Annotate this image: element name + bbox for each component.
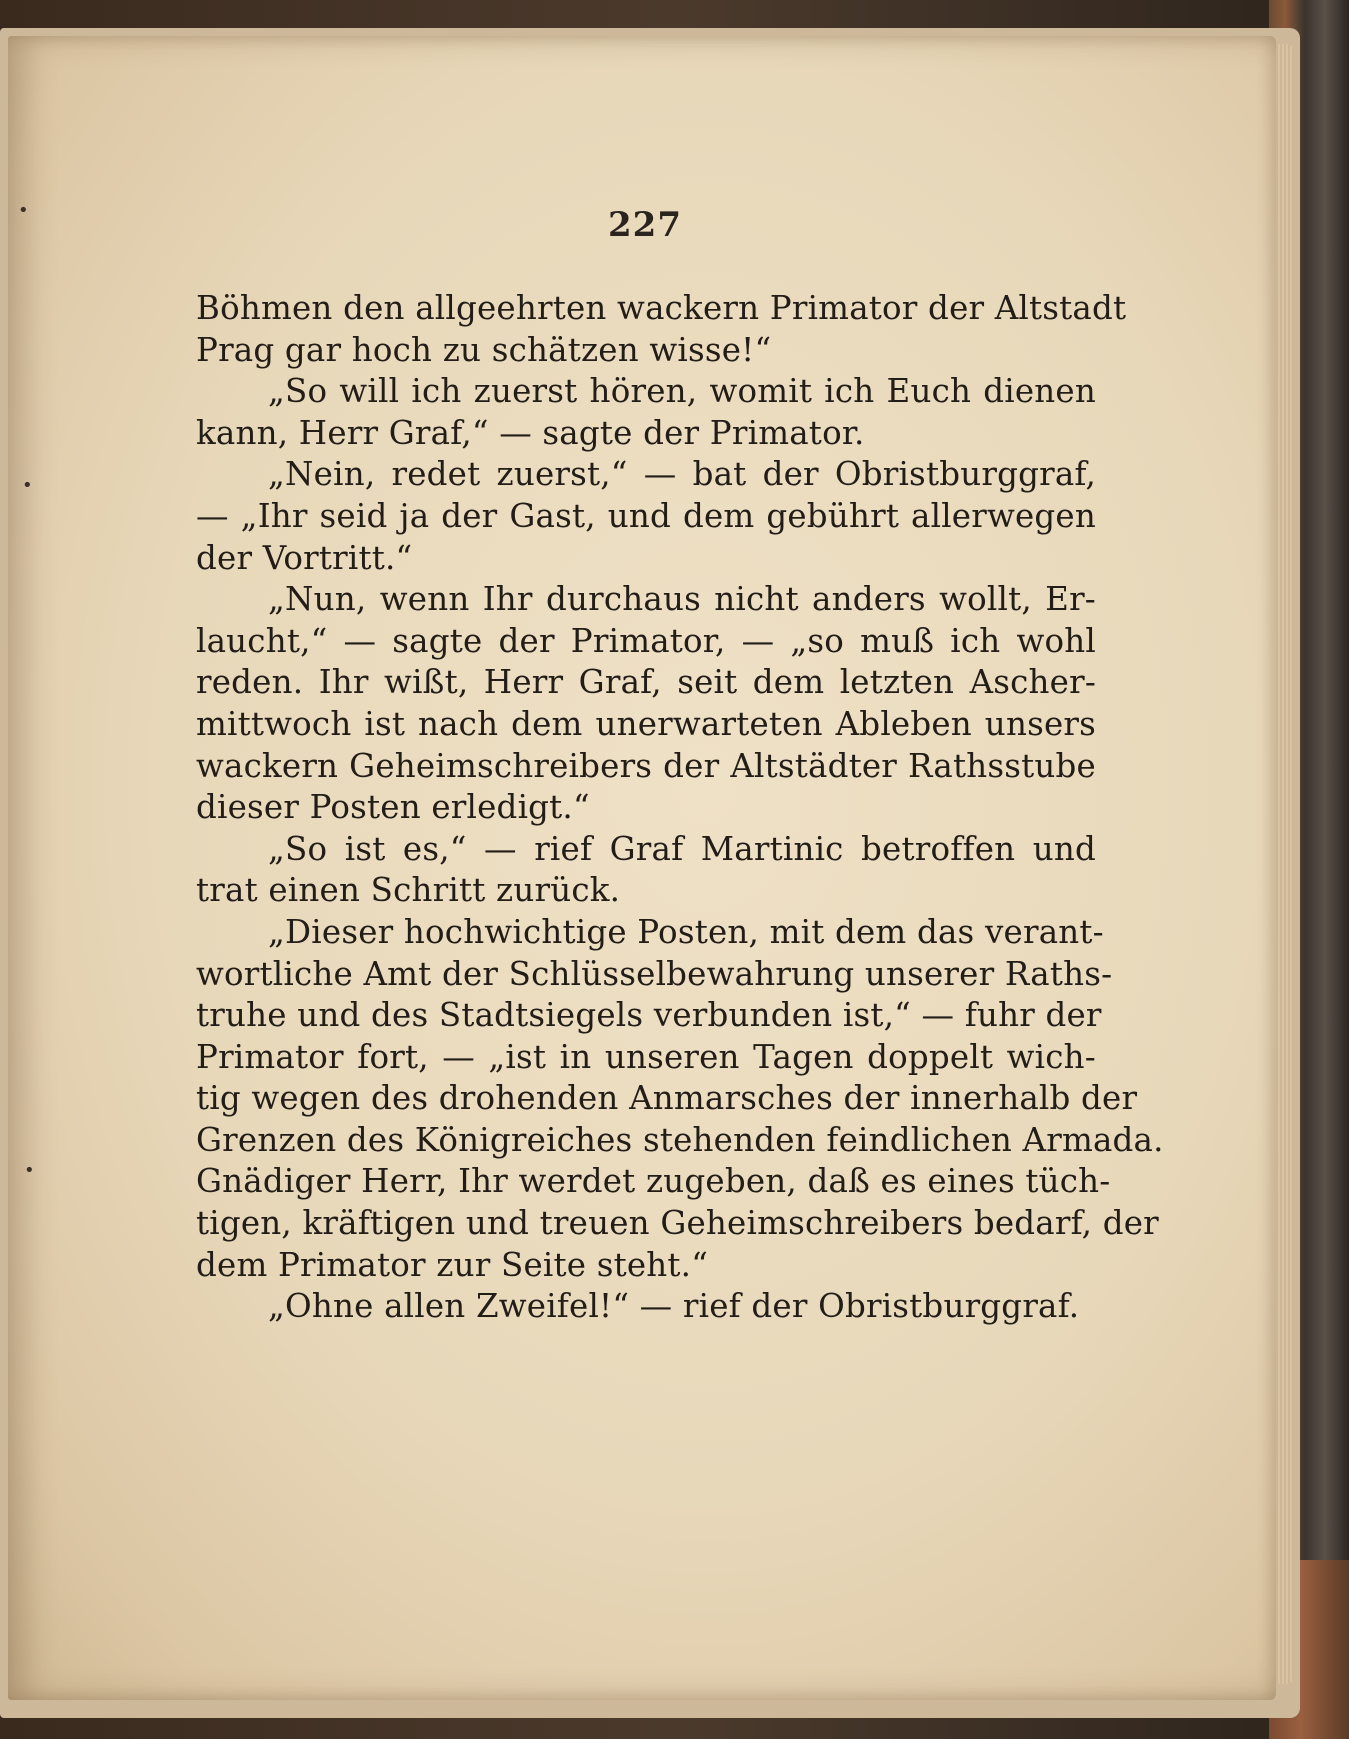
text-line: Grenzen des Königreiches stehenden feindlichen Armada. [196,1120,1164,1159]
text-line: „So ist es,“ — rief Graf Martinic betroffen und [268,829,1096,868]
text-line: trat einen Schritt zurück. [196,871,621,910]
text-line: laucht,“ — sagte der Primator, — „so muß ich wohl [196,621,1096,660]
text-line: kann, Herr Graf,“ — sagte der Primator. [196,413,865,452]
text-line: „Nun, wenn Ihr durchaus nicht anders wollt, Er- [268,580,1096,619]
text-line: mittwoch ist nach dem unerwarteten Ableben unsers [196,704,1096,743]
text-line: wackern Geheimschreibers der Altstädter Rathsstube [196,746,1096,785]
margin-mark: • [18,200,29,221]
text-line: reden. Ihr wißt, Herr Graf, seit dem letzten Ascher- [196,663,1096,702]
text-line: „Dieser hochwichtige Posten, mit dem das verant- [268,912,1104,951]
text-line: dem Primator zur Seite steht.“ [196,1245,709,1284]
text-line: Prag gar hoch zu schätzen wisse!“ [196,330,772,369]
text-line: Gnädiger Herr, Ihr werdet zugeben, daß es eines tüch- [196,1162,1111,1201]
text-line: — „Ihr seid ja der Gast, und dem gebührt allerwegen [196,496,1096,535]
page-body-text [196,288,1164,1328]
page-number: 227 [608,205,682,245]
text-line: wortliche Amt der Schlüsselbewahrung unserer Raths- [196,954,1113,993]
text-line: „Ohne allen Zweifel!“ — rief der Obristburggraf. [268,1287,1080,1326]
text-line: tigen, kräftigen und treuen Geheimschreibers bedarf, der [196,1204,1159,1243]
margin-mark: • [22,475,33,496]
text-line: tig wegen des drohenden Anmarsches der innerhalb der [196,1079,1138,1118]
text-line: Böhmen den allgeehrten wackern Primator der Altstadt [196,289,1127,327]
text-line: Primator fort, — „ist in unseren Tagen doppelt wich- [196,1037,1096,1076]
margin-mark: • [24,1160,35,1181]
text-line: der Vortritt.“ [196,538,413,577]
text-line: dieser Posten erledigt.“ [196,788,590,827]
text-line: truhe und des Stadtsiegels verbunden ist,“ — fuhr der [196,996,1102,1035]
text-line: „So will ich zuerst hören, womit ich Euch dienen [268,372,1096,411]
text-line: „Nein, redet zuerst,“ — bat der Obristburggraf, [268,455,1096,494]
